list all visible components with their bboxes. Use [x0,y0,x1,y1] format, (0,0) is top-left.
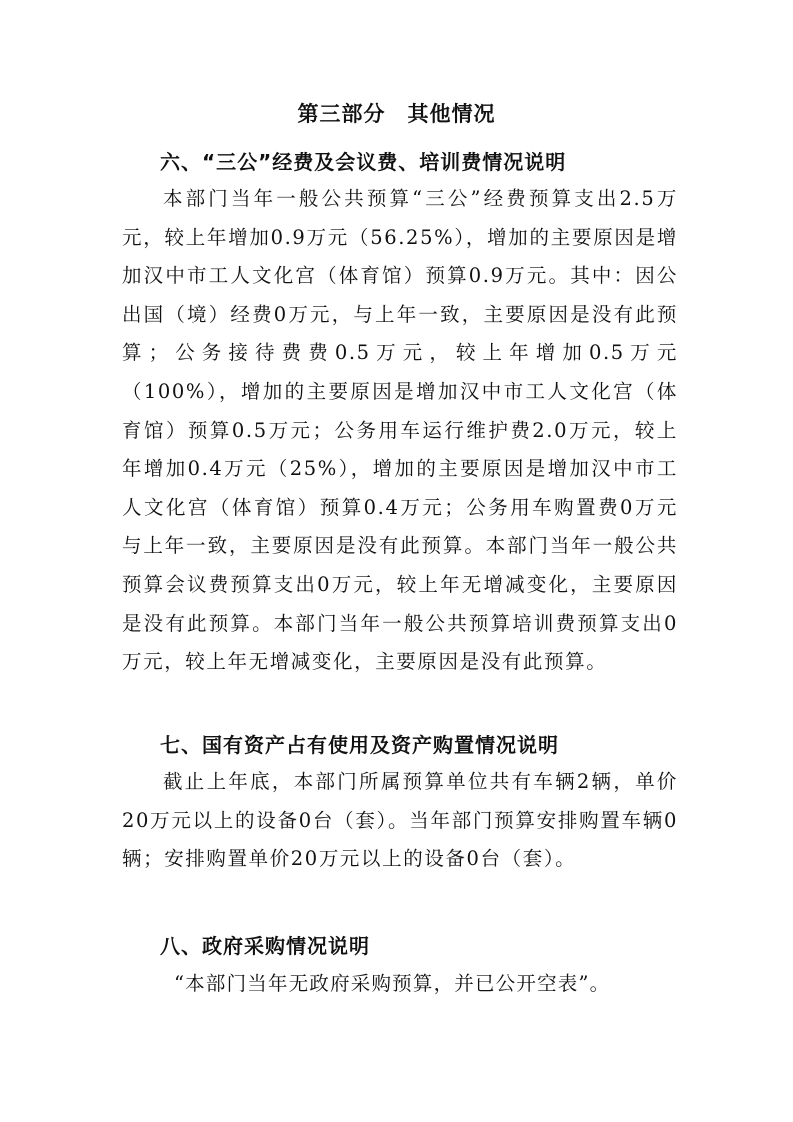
section-heading-eight: 八、政府采购情况说明 [160,934,370,958]
section-paragraph-seven: 截止上年底，本部门所属预算单位共有车辆2辆，单价20万元以上的设备0台（套）。当年部门预算安排购置车辆0辆；安排购置单价20万元以上的设备0台（套）。 [122,770,678,871]
section-heading-six: 六、“三公”经费及会议费、培训费情况说明 [160,150,567,174]
section-paragraph-eight: “本部门当年无政府采购预算，并已公开空表”。 [174,972,611,995]
section-heading-seven: 七、国有资产占有使用及资产购置情况说明 [160,733,559,757]
section-paragraph-six: 本部门当年一般公共预算“三公”经费预算支出2.5万元，较上年增加0.9万元（56.25%），增加的主要原因是增加汉中市工人文化宫（体育馆）预算0.9万元。其中：因公出国（境）经费0万元，与上年一致，主要原因是没有此预算；公务接待费费0.5万元，较上年增加0.5万元（100%），增加的主要原因是增加汉中市工人文化宫（体育馆）预算0.5万元；公务用车运行维护费2.0万元，较上年增加0.4万元（25%），增加的主要原因是增加汉中市工人文化宫（体育馆）预算0.4万元；公务用车购置费0万元与上年一致，主要原因是没有此预算。本部门当年一般公共预算会议费预算支出0万元，较上年无增减变化，主要原因是没有此预算。本部门当年一般公共预算培训费预算支出0万元，较上年无增减变化，主要原因是没有此预算。 [122,187,678,674]
part-title: 第三部分 其他情况 [297,102,496,126]
